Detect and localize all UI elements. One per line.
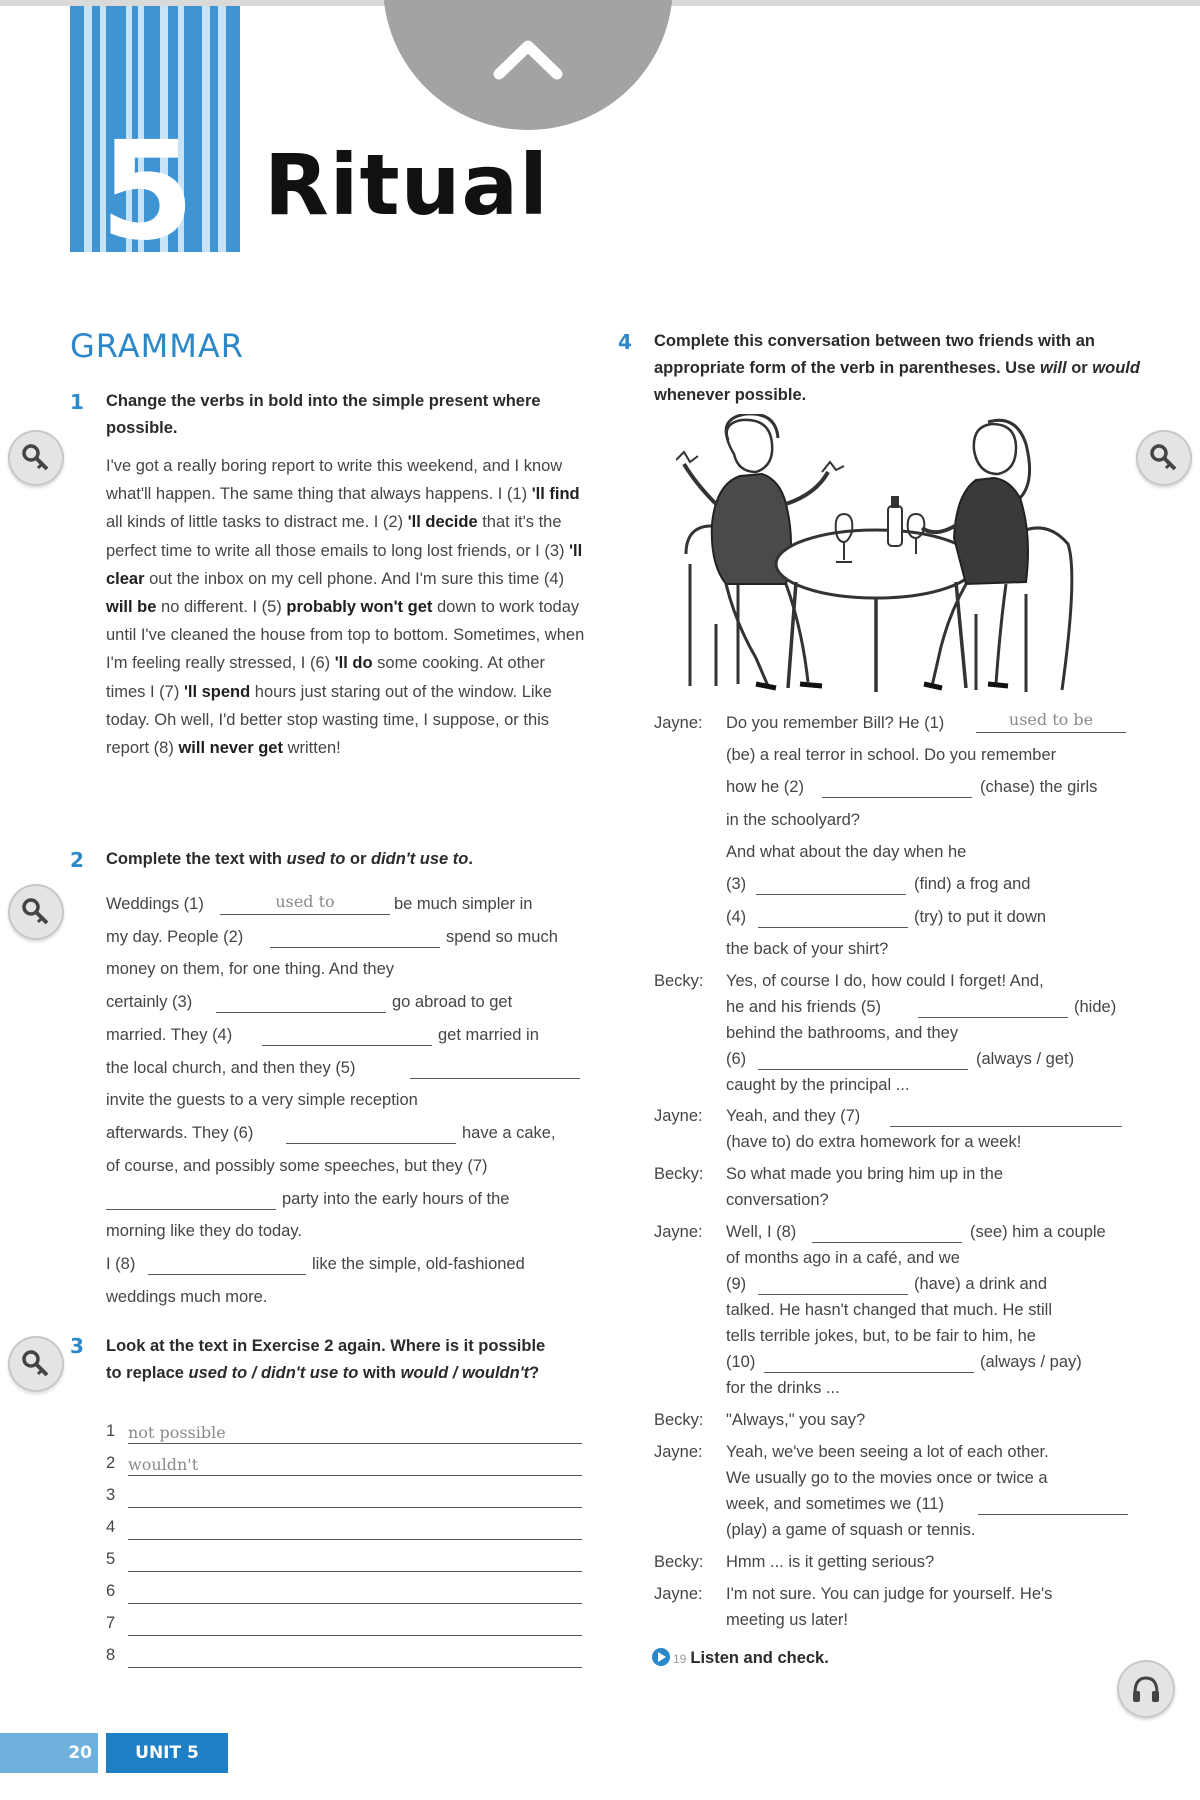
answer-rule	[128, 1443, 582, 1444]
gap-text: have a cake,	[462, 1124, 556, 1142]
answer-line[interactable]	[106, 1548, 582, 1572]
gap-text: my day. People (2)	[106, 928, 244, 946]
answer-line[interactable]	[106, 1580, 582, 1604]
gap-blank-5[interactable]	[918, 997, 1068, 1018]
dialogue-text: caught by the principal ...	[726, 1076, 910, 1094]
line-number: 2	[106, 1454, 116, 1472]
exercise-1-text	[106, 452, 586, 762]
unit-title: Ritual	[264, 136, 549, 234]
instruction-text: Complete the text with	[106, 850, 287, 868]
gap-text: be much simpler in	[394, 895, 533, 913]
dialogue-text: (have) a drink and	[914, 1275, 1047, 1293]
speaker-name: Becky:	[654, 1165, 704, 1183]
line-number: 1	[106, 1422, 116, 1440]
gap-blank-3[interactable]	[216, 992, 386, 1013]
dialogue-text: talked. He hasn't changed that much. He still	[726, 1301, 1052, 1319]
answer-key-button[interactable]	[8, 1336, 64, 1392]
speaker-name: Jayne:	[654, 1107, 703, 1125]
instruction-text: .	[468, 850, 473, 868]
gap-text: married. They (4)	[106, 1026, 233, 1044]
instruction-italic: used to / didn't use to	[188, 1364, 359, 1382]
bold-verb: 'll find	[531, 485, 580, 504]
gap-text: the local church, and then they (5)	[106, 1059, 356, 1077]
chevron-up-icon	[493, 38, 563, 80]
gap-text: go abroad to get	[392, 993, 513, 1011]
answer-rule	[128, 1571, 582, 1572]
gap-blank-3[interactable]	[756, 874, 906, 895]
dialogue-text: (3)	[726, 875, 747, 893]
answer-key-button[interactable]	[8, 430, 64, 486]
key-icon	[20, 442, 52, 474]
speaker-name: Becky:	[654, 972, 704, 990]
dialogue-text: (always / pay)	[980, 1353, 1082, 1371]
dialogue-text: "Always," you say?	[726, 1411, 866, 1429]
gap-text: weddings much more.	[106, 1288, 268, 1306]
gap-text: afterwards. They (6)	[106, 1124, 254, 1142]
dialogue-text: Yes, of course I do, how could I forget! And,	[726, 972, 1044, 990]
exercise-1-number: 1	[70, 390, 84, 414]
gap-text: morning like they do today.	[106, 1222, 302, 1240]
gap-text: get married in	[438, 1026, 539, 1044]
dialogue-text: (chase) the girls	[980, 778, 1098, 796]
speaker-name: Becky:	[654, 1411, 704, 1429]
bold-verb: will never get	[178, 739, 283, 758]
exercise-2-instruction	[106, 846, 586, 873]
key-icon	[1148, 442, 1180, 474]
gap-blank-10[interactable]	[764, 1352, 974, 1373]
dialogue-text: (see) him a couple	[970, 1223, 1106, 1241]
unit-number-banner	[70, 6, 240, 252]
dialogue-text: (be) a real terror in school. Do you remember	[726, 746, 1057, 764]
dialogue-text: (6)	[726, 1050, 747, 1068]
example-answer: not possible	[128, 1423, 226, 1442]
speaker-name: Jayne:	[654, 1223, 703, 1241]
track-number: 19	[673, 1652, 687, 1666]
listen-and-check[interactable]	[652, 1648, 829, 1668]
dialogue-text: So what made you bring him up in the	[726, 1165, 1003, 1183]
gap-blank-7[interactable]	[890, 1106, 1122, 1127]
instruction-text: or	[1066, 359, 1093, 377]
dialogue-text: (play) a game of squash or tennis.	[726, 1521, 976, 1539]
footer-unit-label: UNIT 5	[106, 1733, 228, 1773]
example-answer: wouldn't	[128, 1455, 199, 1474]
play-icon[interactable]	[652, 1648, 670, 1666]
answer-line[interactable]	[106, 1516, 582, 1540]
dialogue-text: for the drinks ...	[726, 1379, 840, 1397]
bold-verb: 'll clear	[106, 541, 583, 588]
gap-blank-6[interactable]	[286, 1123, 456, 1144]
dialogue-text: Yeah, and they (7)	[726, 1107, 861, 1125]
exercise-3-number: 3	[70, 1334, 84, 1358]
gap-blank-4[interactable]	[758, 907, 908, 928]
dialogue-text: (find) a frog and	[914, 875, 1031, 893]
text-segment: that it's the perfect time to write all those emails to long lost friends, or I (3)	[106, 513, 570, 560]
answer-rule	[128, 1539, 582, 1540]
dialogue-text: he and his friends (5)	[726, 998, 882, 1016]
gap-blank-2[interactable]	[822, 777, 972, 798]
line-number: 8	[106, 1646, 116, 1664]
answer-line[interactable]	[106, 1612, 582, 1636]
section-heading: GRAMMAR	[70, 327, 244, 365]
gap-blank-7[interactable]	[106, 1189, 276, 1210]
line-number: 6	[106, 1582, 116, 1600]
bold-verb: 'll spend	[183, 682, 251, 701]
text-segment: down to work today until I've cleaned the house from top to bottom. Sometimes, when I'm feeling really stressed, I (6)	[106, 598, 585, 673]
dialogue-text: (hide)	[1074, 998, 1117, 1016]
dialogue-text: conversation?	[726, 1191, 829, 1209]
exercise-2-number: 2	[70, 848, 84, 872]
headphones-icon	[1130, 1673, 1162, 1705]
gap-text: certainly (3)	[106, 993, 193, 1011]
instruction-text: Complete this conversation between two friends with an appropriate form of the verb in parentheses. Use	[654, 332, 1095, 377]
answer-line[interactable]	[106, 1452, 582, 1476]
gap-blank-8[interactable]	[812, 1222, 962, 1243]
dialogue-text: week, and sometimes we (11)	[726, 1495, 944, 1513]
text-segment: all kinds of little tasks to distract me. I (2)	[106, 513, 408, 532]
key-icon	[20, 896, 52, 928]
dialogue-text: meeting us later!	[726, 1611, 848, 1629]
gap-blank-6[interactable]	[758, 1049, 968, 1070]
dialogue-text: how he (2)	[726, 778, 804, 796]
gap-blank-2[interactable]	[270, 927, 440, 948]
dialogue-text: the back of your shirt?	[726, 940, 889, 958]
line-number: 3	[106, 1486, 116, 1504]
text-segment: out the inbox on my cell phone. And I'm sure this time (4)	[144, 569, 565, 588]
dialogue-text: Well, I (8)	[726, 1223, 797, 1241]
answer-line[interactable]	[106, 1420, 582, 1444]
answer-rule	[128, 1603, 582, 1604]
exercise-4-number: 4	[618, 330, 632, 354]
dialogue-text: behind the bathrooms, and they	[726, 1024, 959, 1042]
gap-text: of course, and possibly some speeches, but they (7)	[106, 1157, 488, 1175]
audio-button[interactable]	[1117, 1660, 1175, 1718]
listen-label: Listen and check.	[690, 1649, 829, 1667]
page-number: 20	[0, 1733, 98, 1773]
answer-rule	[128, 1635, 582, 1636]
instruction-italic: didn't use to	[370, 850, 469, 868]
dialogue-text: (10)	[726, 1353, 756, 1371]
key-icon	[20, 1348, 52, 1380]
dialogue-text: Yeah, we've been seeing a lot of each other.	[726, 1443, 1049, 1461]
exercise-3-instruction	[106, 1333, 556, 1387]
bold-verb: 'll decide	[407, 513, 478, 532]
gap-blank-9[interactable]	[758, 1274, 908, 1295]
speaker-name: Jayne:	[654, 1585, 703, 1603]
dialogue-text: (9)	[726, 1275, 747, 1293]
instruction-italic: used to	[286, 850, 346, 868]
dialogue-text: We usually go to the movies once or twice a	[726, 1469, 1048, 1487]
answer-line[interactable]	[106, 1644, 582, 1668]
gap-text: like the simple, old-fashioned	[312, 1255, 525, 1273]
instruction-text: or	[345, 850, 371, 868]
line-number: 7	[106, 1614, 116, 1632]
gap-text: money on them, for one thing. And they	[106, 960, 395, 978]
bold-verb: probably won't get	[286, 598, 433, 617]
instruction-text: Look at the text in Exercise 2 again. Where is it possible to replace	[106, 1337, 546, 1382]
dialogue-text: (4)	[726, 908, 747, 926]
text-segment: I've got a really boring report to write this weekend, and I know what'll happen. The same thing that always happens. I (1)	[106, 457, 563, 504]
speaker-name: Jayne:	[654, 714, 703, 732]
exercise-1-instruction: Change the verbs in bold into the simple present where possible.	[106, 392, 541, 437]
dialogue-text: (try) to put it down	[914, 908, 1047, 926]
dialogue-text: Do you remember Bill? He (1)	[726, 714, 945, 732]
gap-blank-4[interactable]	[262, 1025, 432, 1046]
answer-rule	[128, 1667, 582, 1668]
text-segment: hours just staring out of the window. Like today. Oh well, I'd better stop wasting time, I suppose, or this report (8)	[106, 682, 552, 758]
instruction-italic: will	[1040, 359, 1067, 377]
bold-verb: will be	[106, 598, 157, 617]
answer-key-button[interactable]	[8, 884, 64, 940]
dialogue-text: tells terrible jokes, but, to be fair to him, he	[726, 1327, 1036, 1345]
gap-text: invite the guests to a very simple reception	[106, 1091, 418, 1109]
scroll-up-tab[interactable]	[383, 0, 673, 130]
speaker-name: Jayne:	[654, 1443, 703, 1461]
gap-blank-5[interactable]	[410, 1058, 580, 1079]
dialogue-text: (always / get)	[976, 1050, 1075, 1068]
instruction-italic: would / wouldn't	[400, 1364, 530, 1382]
dialogue-text: Hmm ... is it getting serious?	[726, 1553, 935, 1571]
gap-blank-11[interactable]	[978, 1494, 1128, 1515]
answer-rule	[128, 1507, 582, 1508]
gap-text: I (8)	[106, 1255, 136, 1273]
line-number: 5	[106, 1550, 116, 1568]
dialogue-text: in the schoolyard?	[726, 811, 860, 829]
dialogue-text: I'm not sure. You can judge for yourself. He's	[726, 1585, 1053, 1603]
text-segment: no different. I (5)	[156, 598, 287, 617]
text-segment: some cooking. At other times I (7)	[106, 654, 546, 701]
gap-blank-8[interactable]	[148, 1254, 306, 1275]
cafe-illustration	[676, 414, 1096, 694]
exercise-4-instruction	[654, 328, 1144, 409]
example-answer: used to be	[1008, 710, 1094, 729]
speaker-name: Becky:	[654, 1553, 704, 1571]
gap-text: party into the early hours of the	[282, 1190, 510, 1208]
text-segment: written!	[282, 739, 341, 758]
instruction-italic: would	[1092, 359, 1140, 377]
answer-key-button[interactable]	[1136, 430, 1192, 486]
line-number: 4	[106, 1518, 116, 1536]
instruction-text: whenever possible.	[654, 386, 807, 404]
instruction-text: ?	[529, 1364, 540, 1382]
example-answer: used to	[275, 892, 335, 911]
unit-number: 5	[100, 113, 195, 252]
instruction-text: with	[358, 1364, 401, 1382]
dialogue-text: of months ago in a café, and we	[726, 1249, 960, 1267]
gap-text: spend so much	[446, 928, 558, 946]
dialogue-text: And what about the day when he	[726, 843, 967, 861]
gap-text: Weddings (1)	[106, 895, 204, 913]
answer-rule	[128, 1475, 582, 1476]
bold-verb: 'll do	[334, 654, 373, 673]
dialogue-text: (have to) do extra homework for a week!	[726, 1133, 1022, 1151]
answer-line[interactable]	[106, 1484, 582, 1508]
